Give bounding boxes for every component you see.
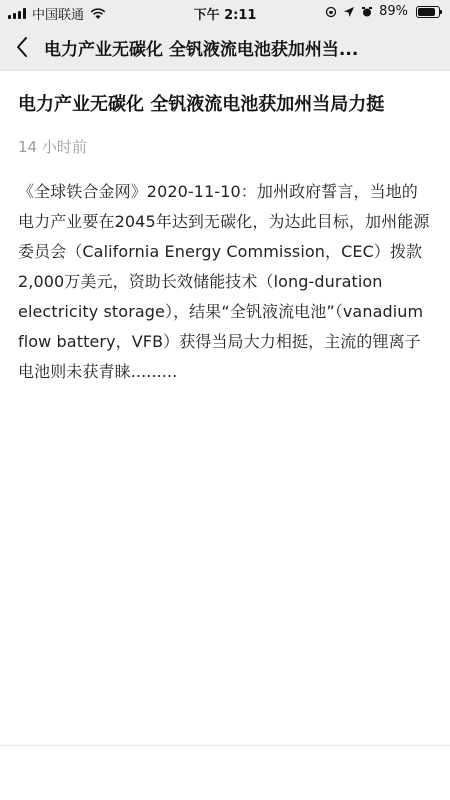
status-bar [0, 0, 450, 24]
navigation-bar [0, 24, 450, 71]
chevron-left-icon [15, 36, 29, 58]
article-time: 14 小时前 [18, 138, 87, 156]
article-body: 《全球铁合金网》2020-11-10：加州政府誓言，当地的电力产业要在2045年达到无碳化，为达此目标，加州能源委员会（California Energy Commission，CEC）拨款2,000万美元，资助长效储能技术（long-duration electricity storage），结果“全钒液流电池”（vanadium flow battery，VFB）获得当局大力相挺，主流的锂离子电池则未获青睐......... [18, 182, 430, 381]
status-right [325, 4, 440, 19]
carrier-label: 中国联通 [32, 8, 85, 23]
rotation-lock-icon [325, 6, 337, 18]
battery-percent: 89% [379, 4, 408, 19]
article-title: 电力产业无碳化 全钒液流电池获加州当局力挺 [18, 94, 385, 115]
article-content [18, 92, 432, 387]
bottom-divider [0, 745, 450, 746]
location-arrow-icon [343, 6, 355, 18]
back-button[interactable] [0, 24, 44, 70]
alarm-icon [361, 6, 373, 18]
battery-icon [416, 6, 440, 18]
status-time: 下午 2:11 [193, 8, 257, 23]
nav-title: 电力产业无碳化 全钒液流电池获加州当... [44, 39, 359, 60]
